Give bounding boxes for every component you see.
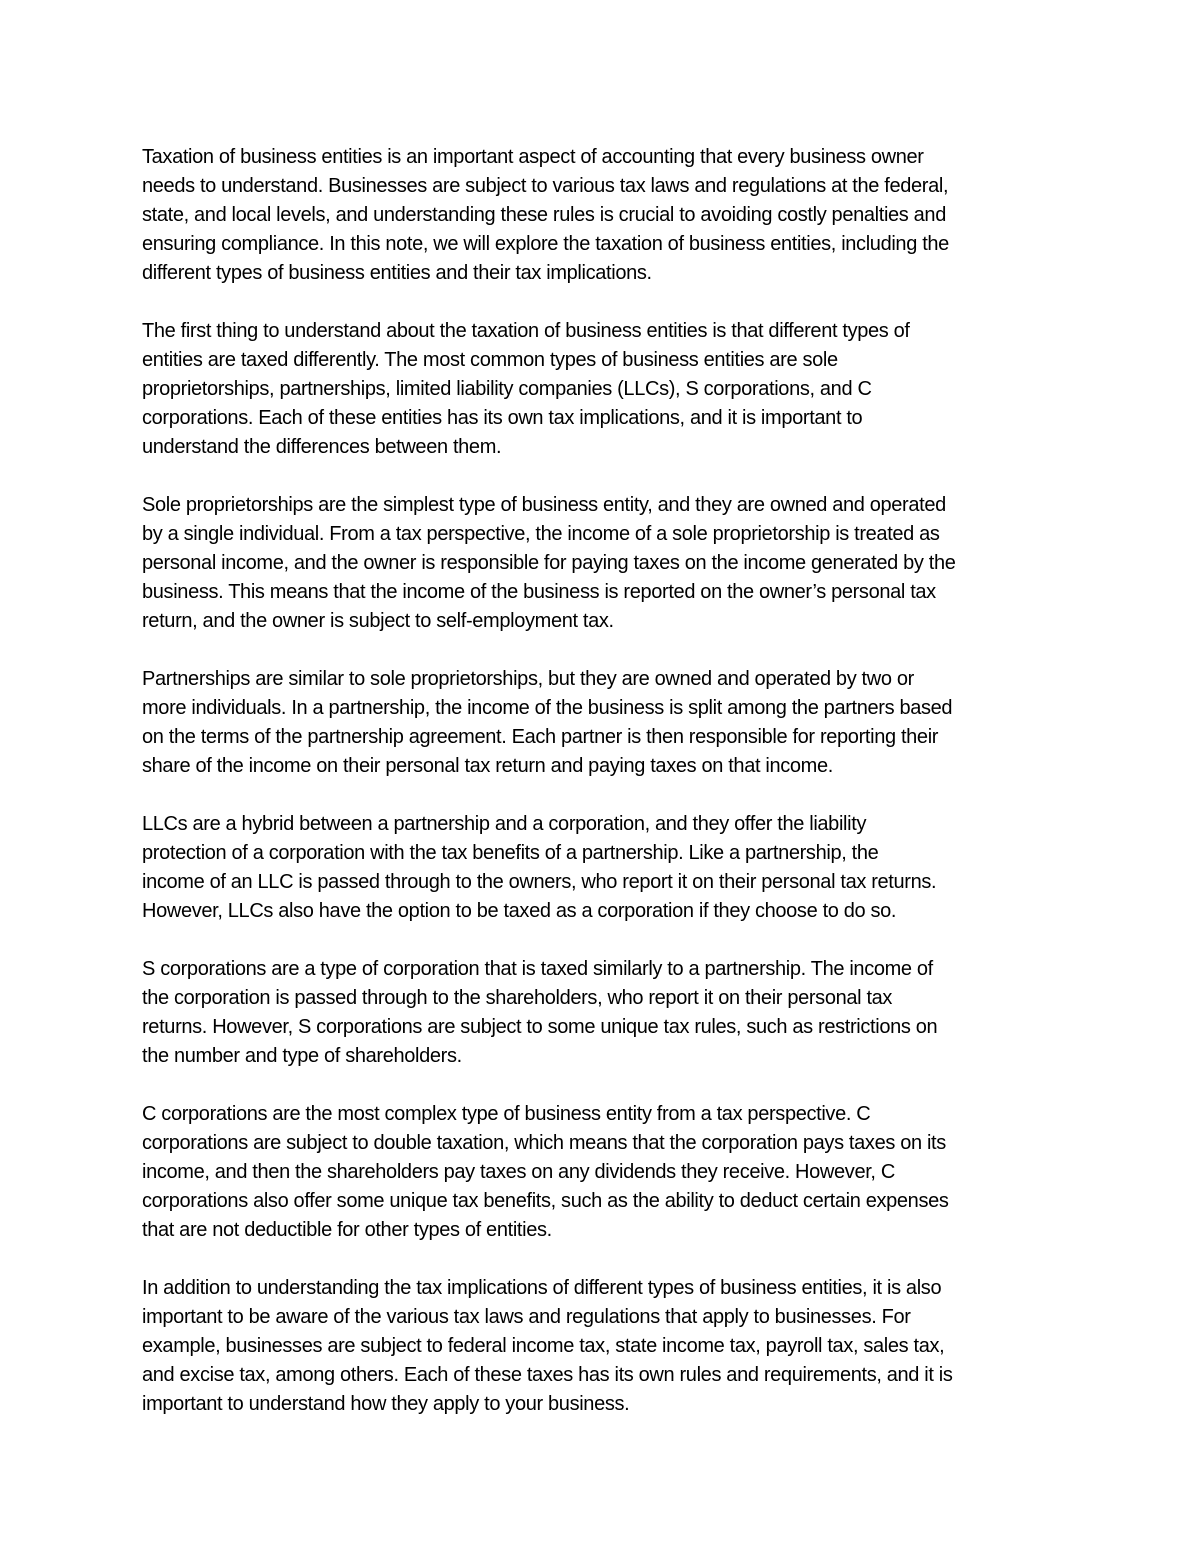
text-line: understand the differences between them. (142, 436, 502, 458)
text-line: return, and the owner is subject to self-employment tax. (142, 610, 614, 632)
text-line: on the terms of the partnership agreement. Each partner is then responsible for reporting their (142, 726, 939, 748)
text-line: more individuals. In a partnership, the income of the business is split among the partners based (142, 697, 953, 719)
text-line: income of an LLC is passed through to the owners, who report it on their personal tax returns. (142, 871, 937, 893)
paragraph (142, 317, 1062, 462)
text-line: In addition to understanding the tax implications of different types of business entities, it is also (142, 1277, 942, 1299)
text-line: different types of business entities and their tax implications. (142, 262, 652, 284)
text-line: by a single individual. From a tax perspective, the income of a sole proprietorship is treated as (142, 523, 940, 545)
paragraph (142, 810, 1062, 926)
text-line: corporations. Each of these entities has its own tax implications, and it is important to (142, 407, 863, 429)
paragraph (142, 955, 1062, 1071)
text-line: state, and local levels, and understanding these rules is crucial to avoiding costly penalties and (142, 204, 946, 226)
text-line: S corporations are a type of corporation that is taxed similarly to a partnership. The income of (142, 958, 933, 980)
text-line: personal income, and the owner is responsible for paying taxes on the income generated by the (142, 552, 956, 574)
text-line: important to understand how they apply to your business. (142, 1393, 630, 1415)
text-line: income, and then the shareholders pay taxes on any dividends they receive. However, C (142, 1161, 895, 1183)
paragraph (142, 1100, 1062, 1245)
text-line: Partnerships are similar to sole proprietorships, but they are owned and operated by two or (142, 668, 914, 690)
text-line: entities are taxed differently. The most common types of business entities are sole (142, 349, 838, 371)
text-line: corporations also offer some unique tax benefits, such as the ability to deduct certain expenses (142, 1190, 949, 1212)
paragraph (142, 143, 1062, 288)
text-line: Taxation of business entities is an important aspect of accounting that every business owner (142, 146, 924, 168)
text-line: share of the income on their personal tax return and paying taxes on that income. (142, 755, 833, 777)
text-line: the number and type of shareholders. (142, 1045, 462, 1067)
text-line: proprietorships, partnerships, limited liability companies (LLCs), S corporations, and C (142, 378, 872, 400)
text-line: However, LLCs also have the option to be taxed as a corporation if they choose to do so. (142, 900, 897, 922)
text-line: Sole proprietorships are the simplest type of business entity, and they are owned and operated (142, 494, 946, 516)
paragraph (142, 1274, 1062, 1419)
text-line: needs to understand. Businesses are subject to various tax laws and regulations at the federal, (142, 175, 949, 197)
text-line: that are not deductible for other types of entities. (142, 1219, 552, 1241)
text-line: and excise tax, among others. Each of these taxes has its own rules and requirements, and it is (142, 1364, 953, 1386)
text-line: LLCs are a hybrid between a partnership and a corporation, and they offer the liability (142, 813, 867, 835)
document-body (142, 143, 1062, 1448)
text-line: corporations are subject to double taxation, which means that the corporation pays taxes on its (142, 1132, 946, 1154)
text-line: example, businesses are subject to federal income tax, state income tax, payroll tax, sales tax, (142, 1335, 945, 1357)
text-line: the corporation is passed through to the shareholders, who report it on their personal tax (142, 987, 893, 1009)
paragraph (142, 491, 1062, 636)
text-line: returns. However, S corporations are subject to some unique tax rules, such as restrictions on (142, 1016, 938, 1038)
text-line: ensuring compliance. In this note, we will explore the taxation of business entities, including the (142, 233, 949, 255)
text-line: important to be aware of the various tax laws and regulations that apply to businesses. For (142, 1306, 911, 1328)
text-line: C corporations are the most complex type of business entity from a tax perspective. C (142, 1103, 871, 1125)
text-line: protection of a corporation with the tax benefits of a partnership. Like a partnership, the (142, 842, 879, 864)
text-line: The first thing to understand about the taxation of business entities is that different types of (142, 320, 910, 342)
text-line: business. This means that the income of the business is reported on the owner’s personal tax (142, 581, 936, 603)
paragraph (142, 665, 1062, 781)
